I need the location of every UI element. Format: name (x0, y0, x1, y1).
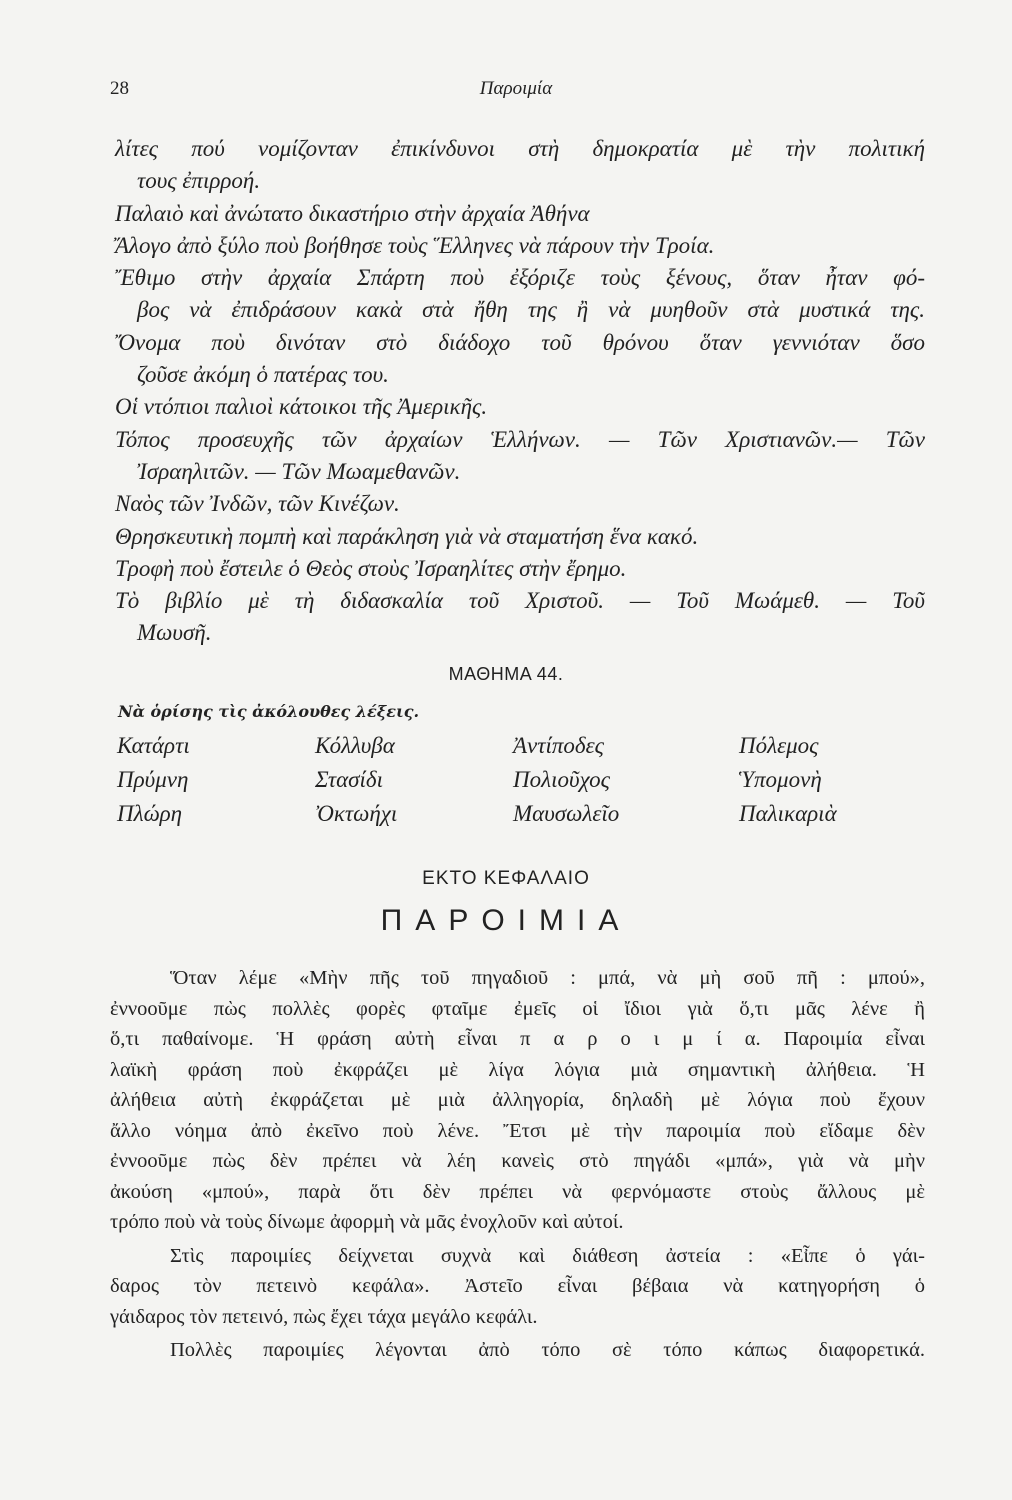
vocabulary-word: Κόλλυβα (315, 733, 395, 758)
definition-line: βος νὰ ἐπιδράσουν κακὰ στὰ ἤθη της ἢ νὰ μυηθοῦν στὰ μυστικά της. (137, 297, 925, 323)
body-line: Πολλὲς παροιμίες λέγονται ἀπὸ τόπο σὲ τόπο κάπως διαφορετικά. (170, 1339, 925, 1361)
definition-line: Μωυσῆ. (137, 620, 212, 646)
vocabulary-row (117, 733, 927, 767)
vocabulary-word: Ἀντίποδες (513, 733, 604, 758)
body-line: ἀλήθεια αὐτὴ ἐκφράζεται μὲ μιὰ ἀλληγορία, δηλαδὴ μὲ λόγια ποὺ ἔχουν (110, 1089, 925, 1111)
vocabulary-table (117, 733, 927, 835)
chapter-title: ΠΑΡΟΙΜΙΑ (380, 904, 632, 937)
body-line: λαϊκὴ φράση ποὺ ἐκφράζει μὲ λίγα λόγια μιὰ σημαντικὴ ἀλήθεια. Ἡ (110, 1058, 925, 1081)
definition-line: λίτες πού νομίζονταν ἐπικίνδυνοι στὴ δημοκρατία μὲ τὴν πολιτική (115, 136, 925, 161)
body-line: ἐννοοῦμε πὼς πολλὲς φορὲς φταῖμε ἐμεῖς οἱ ἴδιοι γιὰ ὅ,τι μᾶς λένε ἢ (110, 997, 925, 1020)
page-number: 28 (110, 78, 129, 99)
lesson-instruction: Νὰ ὁρίσης τὶς ἀκόλουθες λέξεις. (118, 702, 420, 721)
body-text (110, 963, 925, 1366)
definition-line: Τροφὴ ποὺ ἔστειλε ὁ Θεὸς στοὺς Ἰσραηλίτες στὴν ἔρημο. (115, 555, 627, 581)
body-line: ὅ,τι παθαίνομε. Ἡ φράση αὐτὴ εἶναι π α ρ ο ι μ ί α. Παροιμία εἶναι (110, 1028, 925, 1050)
body-line: τρόπο ποὺ νὰ τοὺς δίνωμε ἀφορμὴ νὰ μᾶς ἐνοχλοῦν καὶ αὐτοί. (110, 1211, 624, 1233)
vocabulary-word: Κατάρτι (117, 733, 190, 758)
definitions-list (115, 133, 925, 650)
page-header (110, 78, 922, 108)
definition-line: Ναὸς τῶν Ἰνδῶν, τῶν Κινέζων. (115, 491, 400, 517)
vocabulary-row (117, 767, 927, 801)
definition-line: ζοῦσε ἀκόμη ὁ πατέρας του. (137, 362, 389, 388)
body-line: ἄλλο νόημα ἀπὸ ἐκεῖνο ποὺ λένε. Ἔτσι μὲ τὴν παροιμία ποὺ εἴδαμε δὲν (110, 1119, 925, 1142)
vocabulary-word: Ὑπομονὴ (739, 767, 822, 792)
definition-line: Ὄνομα ποὺ δινόταν στὸ διάδοχο τοῦ θρόνου ὅταν γεννιόταν ὅσο (115, 329, 925, 355)
running-title: Παροιμία (479, 78, 553, 99)
body-line: ἐννοοῦμε πὼς δὲν πρέπει νὰ λέη κανεὶς στὸ πηγάδι «μπά», γιὰ νὰ μὴν (110, 1150, 925, 1172)
body-line: γάιδαρος τὸν πετεινό, πὼς ἔχει τάχα μεγάλο κεφάλι. (110, 1305, 538, 1328)
vocabulary-word: Ὀκτωήχι (315, 801, 398, 826)
body-line: ἀκούση «μπού», παρὰ ὅτι δὲν πρέπει νὰ φερνόμαστε στοὺς ἄλλους μὲ (110, 1180, 925, 1203)
vocabulary-word: Πρύμνη (117, 767, 189, 792)
vocabulary-word: Πλώρη (117, 801, 183, 826)
vocabulary-word: Παλικαριὰ (739, 801, 837, 826)
definition-line: Ἄλογο ἀπὸ ξύλο ποὺ βοήθησε τοὺς Ἕλληνες νὰ πάρουν τὴν Τροία. (115, 232, 715, 258)
body-line: Ὅταν λέμε «Μὴν πῆς τοῦ πηγαδιοῦ : μπά, νὰ μὴ σοῦ πῆ : μπού», (170, 967, 925, 989)
definition-line: Ἔθιμο στὴν ἀρχαία Σπάρτη ποὺ ἐξόριζε τοὺς ξένους, ὅταν ἦταν φό- (115, 265, 925, 291)
definition-line: Ἰσραηλιτῶν. — Τῶν Μωαμεθανῶν. (137, 458, 461, 484)
chapter-label: ΕΚΤΟ ΚΕΦΑΛΑΙΟ (422, 868, 590, 889)
body-line: Στὶς παροιμίες δείχνεται συχνὰ καὶ διάθεση ἀστεία : «Εἶπε ὁ γάι- (170, 1244, 925, 1267)
body-line: δαρος τὸν πετεινὸ κεφάλα». Ἀστεῖο εἶναι βέβαια νὰ κατηγορήση ὁ (110, 1275, 925, 1297)
definition-line: τους ἐπιρροή. (137, 168, 261, 194)
definition-line: Θρησκευτικὴ πομπὴ καὶ παράκληση γιὰ νὰ σταματήση ἕνα κακό. (115, 523, 699, 549)
definition-line: Τόπος προσευχῆς τῶν ἀρχαίων Ἑλλήνων. — Τῶν Χριστιανῶν.— Τῶν (115, 426, 925, 452)
vocabulary-word: Πολιοῦχος (513, 767, 610, 792)
definition-line: Τὸ βιβλίο μὲ τὴ διδασκαλία τοῦ Χριστοῦ. — Τοῦ Μωάμεθ. — Τοῦ (115, 588, 925, 614)
vocabulary-word: Στασίδι (315, 767, 384, 792)
definition-line: Παλαιὸ καὶ ἀνώτατο δικαστήριο στὴν ἀρχαία Ἀθήνα (115, 200, 590, 226)
vocabulary-word: Πόλεμος (739, 733, 819, 758)
vocabulary-word: Μαυσωλεῖο (513, 801, 620, 826)
definition-line: Οἱ ντόπιοι παλιοὶ κάτοικοι τῆς Ἀμερικῆς. (115, 394, 488, 420)
lesson-title: ΜΑΘΗΜΑ 44. (448, 664, 564, 684)
vocabulary-row (117, 801, 927, 835)
